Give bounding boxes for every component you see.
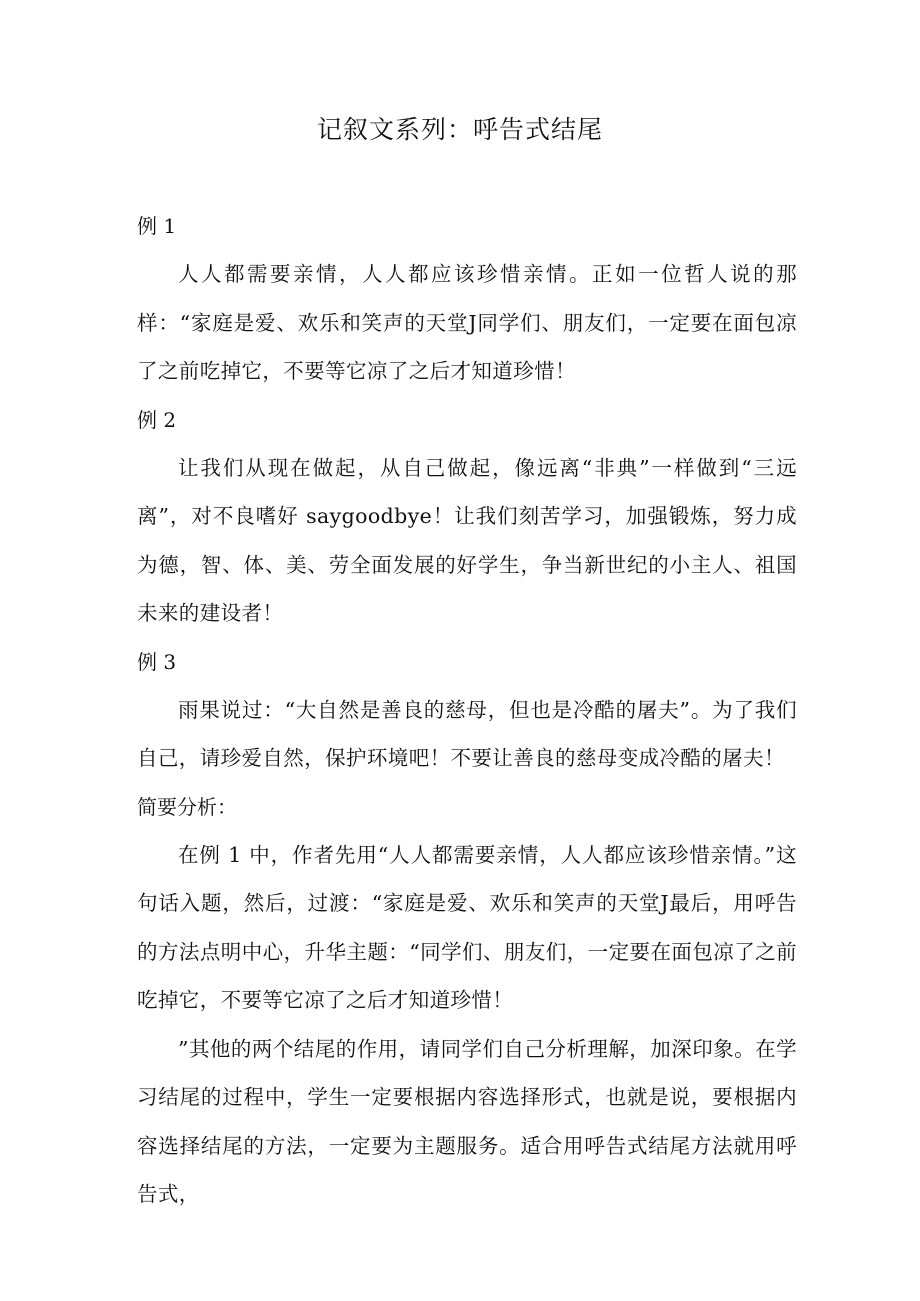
analysis-label: 简要分析： [137,794,237,819]
document-title: 记叙文系列：呼告式结尾 [316,115,603,144]
example-1-label: 例 1 [137,214,177,238]
analysis-paragraph-1: 在例 1 中，作者先用“人人都需要亲情，人人都应该珍惜亲情。”这句话入题，然后，过渡：“家庭是爱、欢乐和笑声的天堂J最后，用呼告的方法点明中心，升华主题：“同学们、朋友们，一定要在面包凉了之前吃掉它，不要等它凉了之后才知道珍惜！ [137,842,797,1012]
example-2-label: 例 2 [137,407,177,432]
analysis-paragraph-2: ”其他的两个结尾的作用，请同学们自己分析理解，加深印象。在学习结尾的过程中，学生一定要根据内容选择形式，也就是说，要根据内容选择结尾的方法，一定要为主题服务。适合用呼告式结尾方法就用呼告式， [137,1036,797,1206]
example-1-text: 人人都需要亲情，人人都应该珍惜亲情。正如一位哲人说的那样：“家庭是爱、欢乐和笑声的天堂J同学们、朋友们，一定要在面包凉了之前吃掉它，不要等它凉了之后才知道珍惜！ [137,262,797,383]
example-3-label: 例 3 [137,649,177,674]
document-body [137,202,797,1219]
example-2-text: 让我们从现在做起，从自己做起，像远离“非典”一样做到“三远离”，对不良嗜好 saygoodbye！让我们刻苦学习，加强锻炼，努力成为德，智、体、美、劳全面发展的好学生，争当新世纪的小主人、祖国未来的建设者！ [137,455,797,625]
example-3-text: 雨果说过：“大自然是善良的慈母，但也是冷酷的屠夫”。为了我们自己，请珍爱自然，保护环境吧！不要让善良的慈母变成冷酷的屠夫！ [137,697,797,770]
